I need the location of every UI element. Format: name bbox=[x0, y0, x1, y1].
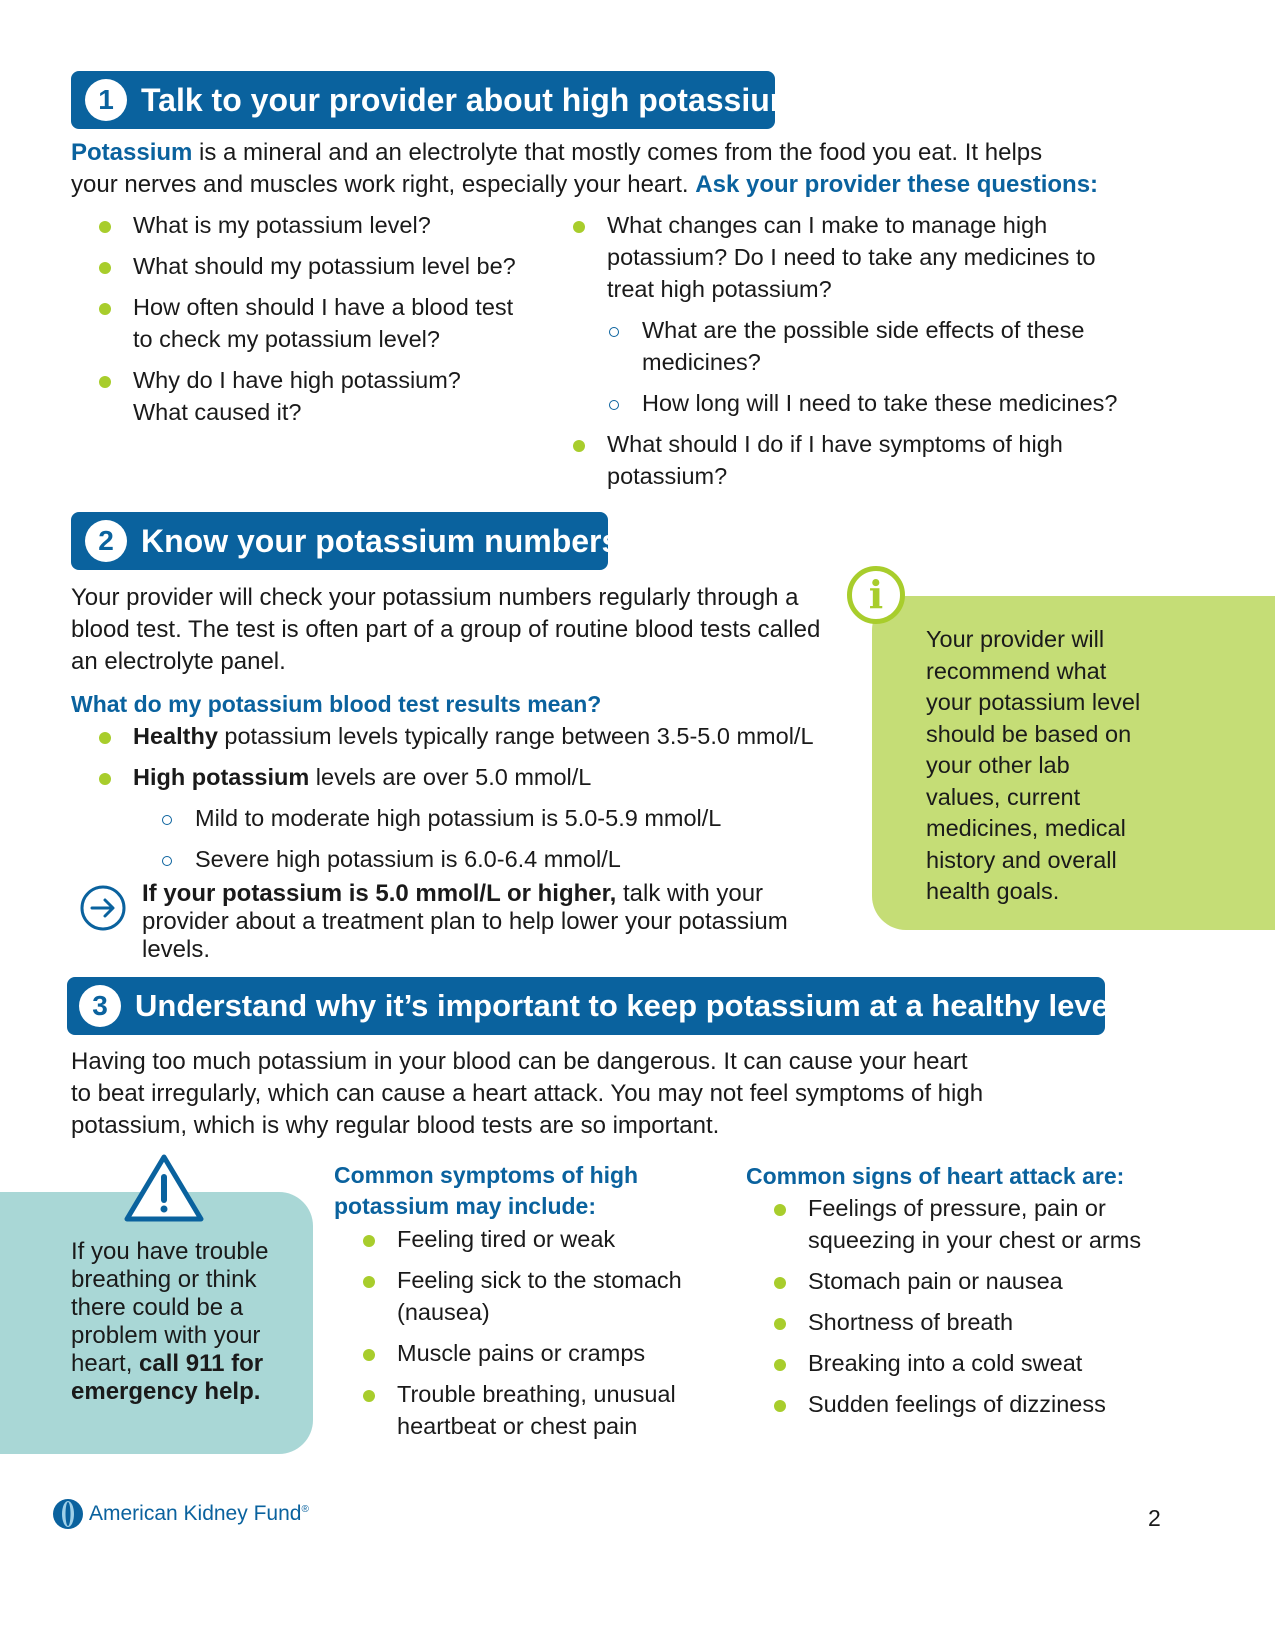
intro-text-1: is a mineral and an electrolyte that mostly comes from the food you eat. It helps bbox=[192, 139, 1043, 166]
page-number: 2 bbox=[1148, 1505, 1161, 1531]
section-1-intro bbox=[71, 137, 1111, 201]
akf-logo-icon bbox=[52, 1498, 84, 1530]
list-item: Feeling sick to the stomach (nausea) bbox=[361, 1264, 697, 1328]
healthy-bold: Healthy bbox=[133, 723, 218, 749]
callout-text: talk with your provider about a treatment plan to help lower your potassium levels. bbox=[142, 880, 788, 963]
section-3-number: 3 bbox=[79, 985, 121, 1027]
section-2-banner bbox=[71, 512, 620, 570]
list-item: What should my potassium level be? bbox=[97, 250, 537, 282]
list-item: What should I do if I have symptoms of high potassium? bbox=[571, 428, 1087, 492]
list-item: Breaking into a cold sweat bbox=[772, 1347, 1157, 1379]
high-text: levels are over 5.0 mmol/L bbox=[309, 764, 592, 790]
section-1-banner bbox=[71, 71, 799, 129]
akf-logo-text bbox=[89, 1502, 309, 1526]
arrow-right-circle-icon bbox=[79, 884, 127, 932]
list-item: Muscle pains or cramps bbox=[361, 1337, 711, 1369]
results-question: What do my potassium blood test results mean? bbox=[71, 691, 602, 717]
list-item: Shortness of breath bbox=[772, 1306, 1157, 1338]
list-item bbox=[97, 761, 867, 793]
list-item: Sudden feelings of dizziness bbox=[772, 1388, 1157, 1420]
list-item: Stomach pain or nausea bbox=[772, 1265, 1157, 1297]
list-item: Why do I have high potassium? What caused it? bbox=[97, 364, 478, 428]
ask-provider-text: Ask your provider these questions: bbox=[695, 171, 1099, 198]
warning-bold: call 911 for emergency help. bbox=[71, 1350, 264, 1405]
registered-mark: ® bbox=[301, 1504, 309, 1515]
info-box-text: Your provider will recommend what your potassium level should be based on your other lab values, current medicines, medical history and overall health goals. bbox=[926, 626, 1141, 904]
list-subitem: How long will I need to take these medicines? bbox=[571, 387, 1136, 419]
section-1-right-questions bbox=[571, 209, 1136, 501]
list-item: Trouble breathing, unusual heartbeat or chest pain bbox=[361, 1378, 727, 1442]
section-2-title: Know your potassium numbers bbox=[141, 522, 620, 559]
healthy-text: potassium levels typically range between 3.5-5.0 mmol/L bbox=[217, 723, 814, 749]
logo-name: American Kidney Fund bbox=[89, 1502, 302, 1525]
warning-box-text bbox=[71, 1238, 291, 1406]
warning-icon bbox=[122, 1152, 206, 1224]
list-item: What is my potassium level? bbox=[97, 209, 537, 241]
list-item: Feelings of pressure, pain or squeezing in your chest or arms bbox=[772, 1192, 1157, 1256]
section-3-banner bbox=[67, 977, 1118, 1035]
list-subitem: Severe high potassium is 6.0-6.4 mmol/L bbox=[97, 843, 867, 875]
list-item bbox=[97, 720, 867, 752]
symptoms-heading: Common symptoms of high potassium may include: bbox=[334, 1162, 639, 1219]
section-2-intro: Your provider will check your potassium numbers regularly through a blood test. The test is often part of a group of routine blood tests called an electrolyte panel. bbox=[71, 584, 821, 675]
section-3-title: Understand why it’s important to keep potassium at a healthy level bbox=[135, 988, 1118, 1023]
callout-bold: If your potassium is 5.0 mmol/L or higher, bbox=[142, 880, 617, 907]
list-subitem: Mild to moderate high potassium is 5.0-5.9 mmol/L bbox=[97, 802, 867, 834]
section-1-title: Talk to your provider about high potassium bbox=[141, 81, 799, 118]
symptoms-list bbox=[361, 1223, 711, 1451]
results-list bbox=[97, 720, 867, 884]
warning-text: If you have trouble breathing or think there could be a problem with your heart, bbox=[71, 1238, 269, 1377]
section-1-left-questions bbox=[97, 209, 537, 437]
section-1-number: 1 bbox=[85, 79, 127, 121]
heart-attack-list bbox=[772, 1192, 1157, 1429]
treatment-callout bbox=[142, 880, 842, 964]
section-2-number: 2 bbox=[85, 520, 127, 562]
list-item: How often should I have a blood test to check my potassium level? bbox=[97, 291, 533, 355]
info-icon-glyph: i bbox=[868, 572, 884, 617]
heart-attack-heading: Common signs of heart attack are: bbox=[746, 1163, 1125, 1189]
section-3-intro: Having too much potassium in your blood can be dangerous. It can cause your heart to beat irregularly, which can cause a heart attack. You may not feel symptoms of high potassium, which is why regular blood tests are so important. bbox=[71, 1048, 984, 1139]
list-item: Feeling tired or weak bbox=[361, 1223, 711, 1255]
info-icon bbox=[847, 566, 905, 624]
intro-text-2: your nerves and muscles work right, especially your heart. bbox=[71, 171, 696, 198]
potassium-term: Potassium bbox=[71, 139, 193, 166]
list-subitem: What are the possible side effects of these medicines? bbox=[571, 314, 1112, 378]
list-item: What changes can I make to manage high potassium? Do I need to take any medicines to treat high potassium? bbox=[571, 209, 1107, 305]
high-bold: High potassium bbox=[133, 764, 310, 790]
